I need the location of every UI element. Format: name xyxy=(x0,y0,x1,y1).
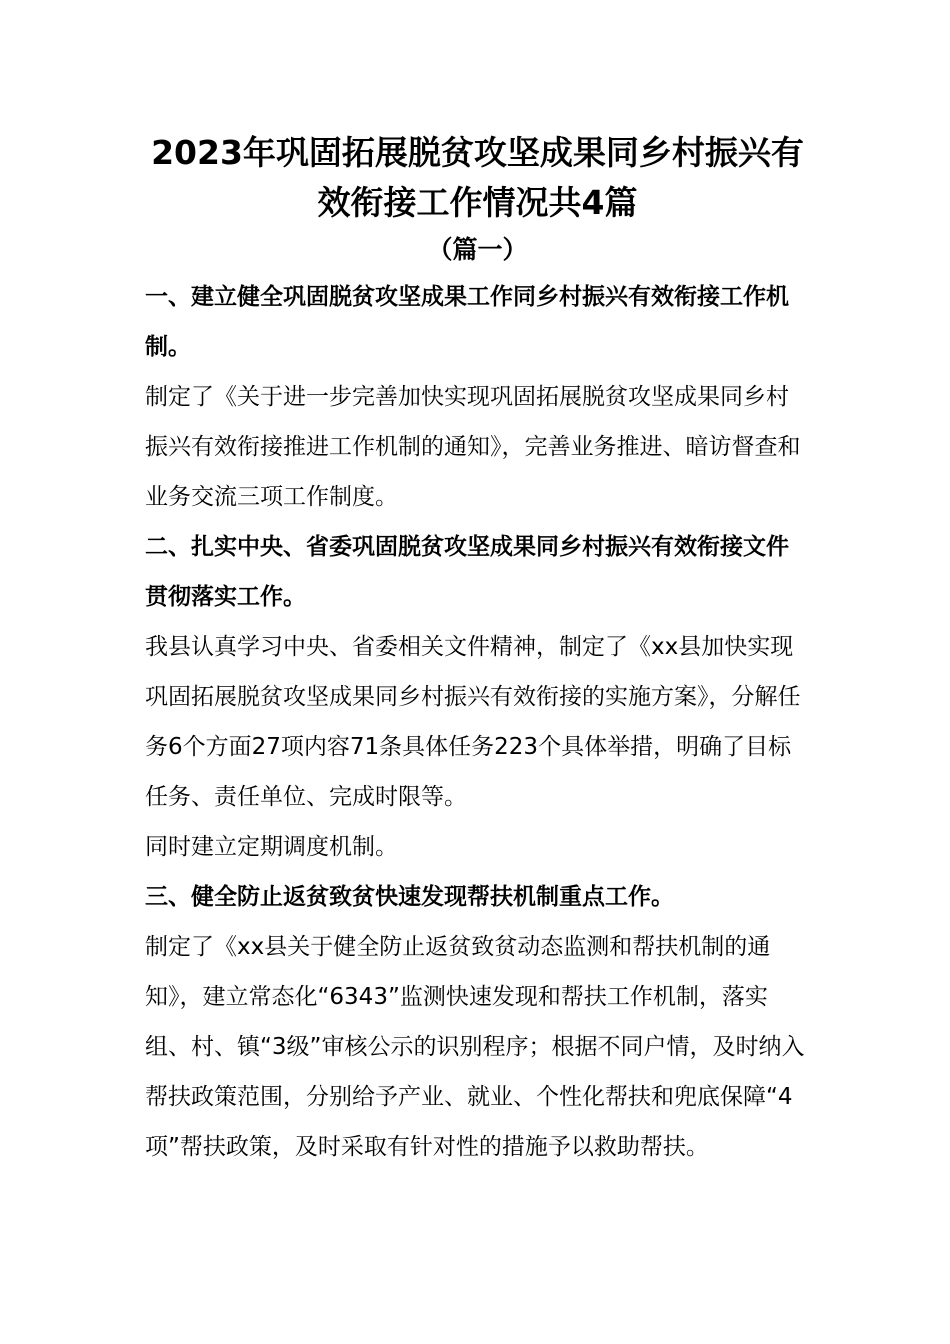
document-page xyxy=(145,128,810,1172)
section-heading: 一、建立健全巩固脱贫攻坚成果工作同乡村振兴有效衔接工作机制。 xyxy=(145,284,789,360)
section-paragraph: 制定了《xx县关于健全防止返贫致贫动态监测和帮扶机制的通知》，建立常态化“6343”监测快速发现和帮扶工作机制，落实组、村、镇“3级”审核公示的识别程序；根据不同户情，及时纳入帮扶政策范围，分别给予产业、就业、个性化帮扶和兜底保障“4项”帮扶政策，及时采取有针对性的措施予以救助帮扶。 xyxy=(145,934,805,1160)
document-title: 2023年巩固拓展脱贫攻坚成果同乡村振兴有效衔接工作情况共4篇 xyxy=(151,133,804,222)
section-paragraph: 同时建立定期调度机制。 xyxy=(145,834,398,860)
section-heading: 三、健全防止返贫致贫快速发现帮扶机制重点工作。 xyxy=(145,884,674,910)
section-1 xyxy=(145,272,810,522)
section-3 xyxy=(145,872,810,1172)
section-paragraph: 制定了《关于进一步完善加快实现巩固拓展脱贫攻坚成果同乡村振兴有效衔接推进工作机制的通知》，完善业务推进、暗访督查和业务交流三项工作制度。 xyxy=(145,384,801,510)
section-paragraph: 我县认真学习中央、省委相关文件精神，制定了《xx县加快实现巩固拓展脱贫攻坚成果同乡村振兴有效衔接的实施方案》，分解任务6个方面27项内容71条具体任务223个具体举措，明确了目标任务、责任单位、完成时限等。 xyxy=(145,634,801,810)
section-2 xyxy=(145,522,810,872)
section-heading: 二、扎实中央、省委巩固脱贫攻坚成果同乡村振兴有效衔接文件贯彻落实工作。 xyxy=(145,534,789,610)
document-subtitle: （篇一） xyxy=(427,235,528,264)
